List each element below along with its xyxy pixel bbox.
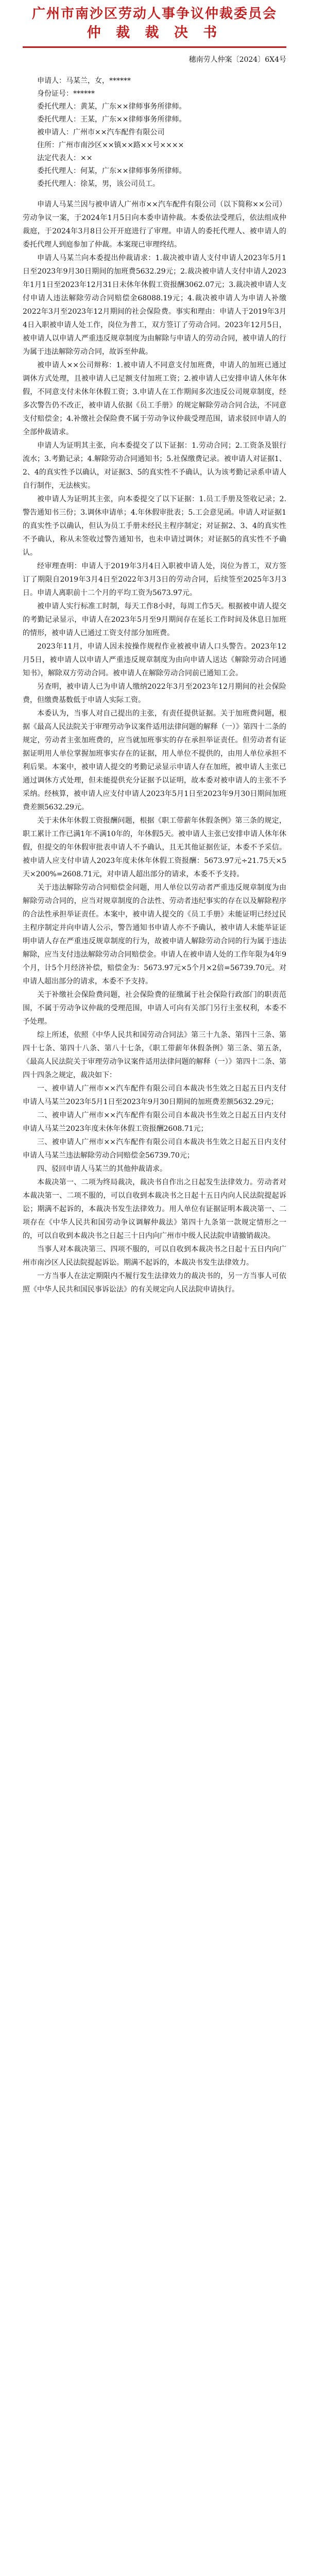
party-line: 身份证号：****** bbox=[37, 90, 95, 98]
applicant-requests: 申请人马某兰向本委提出仲裁请求：1.裁决被申请人支付申请人2023年5月1日至2023年9月30日期间的加班费5632.29元；2.裁决被申请人支付申请人2023年1月1日至2023年12月31日未休年休假工资报酬3062.07元；3.裁决被申请人支付申请人违法解除劳动合同赔偿金68088.19元；4.裁决被申请人为申请人补缴2022年3月至2023年12月期间的社会保险费。事实和理由：申请人于2019年3月4日入职被申请人处工作，岗位为普工，双方签订了劳动合同。2023年12月5日，被申请人以申请人严重违反规章制度为由解除与申请人的劳动合同，被申请人的行为属于违法解除劳动合同，故诉至仲裁。 bbox=[23, 254, 286, 356]
document-type: 仲 裁 裁 决 书 bbox=[87, 25, 222, 41]
analysis-paragraph: 关于补缴社会保险费问题，社会保险费的征缴属于社会保险行政部门的职责范围，不属于劳动争议仲裁的受理范围，申请人可向有关部门另行主张权利，本委不予处理。 bbox=[23, 991, 286, 1026]
finding-paragraph: 另查明，被申请人已为申请人缴纳2022年3月至2023年12月期间的社会保险费，但缴费基数低于申请人实际工资。 bbox=[23, 683, 286, 704]
ruling-item: 三、被申请人广州市××汽车配件有限公司自本裁决书生效之日起五日内支付申请人马某兰违法解除劳动合同赔偿金56739.70元； bbox=[23, 1138, 286, 1160]
respondent-evidence: 被申请人为证明其主张，向本委提交了以下证据：1.员工手册及签收记录；2.警告通知书三份；3.调休申请单；4.年休假审批表；5.工会意见函。申请人对证据1的真实性予以确认，但认为员工手册未经民主程序制定；对证据2、3、4的真实性不予确认，称从未签收过警告通知书，也未申请过调休；对证据5的真实性不予确认。 bbox=[23, 495, 286, 557]
party-line: 委托代理人：黄某，广东××律师事务所律师。 bbox=[37, 103, 186, 111]
analysis-paragraph: 本委认为，当事人对自己提出的主张，有责任提供证据。关于加班费问题，根据《最高人民法院关于审理劳动争议案件适用法律问题的解释（一）》第四十二条的规定，劳动者主张加班费的，应当就加班事实的存在承担举证责任。但劳动者有证据证明用人单位掌握加班事实存在的证据，用人单位不提供的，由用人单位承担不利后果。本案中，被申请人提交的考勤记录显示申请人存在加班，被申请人主张已通过调休方式处理，但未能提供充分证据予以证明，故本委对被申请人的主张不予采纳。经核算，被申请人应支付申请人2023年5月1日至2023年9月30日期间加班费差额5632.29元。 bbox=[23, 709, 286, 811]
party-line: 委托代理人：王某，广东××律师事务所律师。 bbox=[37, 115, 186, 124]
finality-clause: 本裁决第一、二项为终局裁决，裁决书自作出之日起发生法律效力。劳动者对本裁决第一、二项不服的，可以自收到本裁决书之日起十五日内向人民法院提起诉讼；期满不起诉的，本裁决书发生法律效力。用人单位有证据证明本裁决第一、二项存在《中华人民共和国劳动争议调解仲裁法》第四十九条第一款规定情形之一的，可以自收到本裁决书之日起三十日内向广州市中级人民法院申请撤销裁决。 bbox=[23, 1178, 286, 1240]
finding-paragraph: 被申请人实行标准工时制，每天工作8小时，每周工作5天。根据被申请人提交的考勤记录显示，申请人在2023年5月至9月期间存在延长工作时间及休息日加班的情形，被申请人已通过工资支付部分加班费。 bbox=[23, 602, 286, 637]
header-divider bbox=[23, 46, 286, 48]
party-line: 住所：广州市南沙区××镇××路××号×××× bbox=[37, 141, 184, 149]
ruling-item: 一、被申请人广州市××汽车配件有限公司自本裁决书生效之日起五日内支付申请人马某兰2023年5月1日至2023年9月30日期间的加班费差额5632.29元； bbox=[23, 1084, 286, 1106]
party-line: 申请人：马某兰，女，****** bbox=[37, 77, 131, 85]
enforcement-clause: 一方当事人在法定期限内不履行发生法律效力的裁决书的，另一方当事人可依照《中华人民共和国民事诉讼法》的有关规定向人民法院申请执行。 bbox=[23, 1272, 286, 1294]
analysis-paragraph: 关于未休年休假工资报酬问题，根据《职工带薪年休假条例》第三条的规定，职工累计工作已满1年不满10年的，年休假5天。被申请人主张已安排申请人休年休假，但提交的年休假审批表申请人不予确认，且无其他证据佐证，本委不予采信。被申请人应支付申请人2023年度未休年休假工资报酬：5673.97元÷21.75天×5天×200%=2608.71元，对申请人超出部分的请求，本委不予支持。 bbox=[23, 817, 286, 878]
parties-section bbox=[23, 75, 286, 191]
party-line: 法定代表人：×× bbox=[37, 154, 93, 162]
party-line: 被申请人：广州市××汽车配件有限公司 bbox=[37, 128, 165, 137]
case-intro: 申请人马某兰因与被申请人广州市××汽车配件有限公司（以下简称××公司）劳动争议一案，于2024年1月5日向本委申请仲裁。本委依法受理后，依法组成仲裁庭，于2024年3月8日公开开庭进行了审理。申请人的委托代理人、被申请人的委托代理人到庭参加了仲裁。本案现已审理终结。 bbox=[23, 200, 286, 249]
law-basis: 综上所述，依照《中华人民共和国劳动合同法》第三十九条、第四十三条、第四十七条、第四十八条、第八十七条，《职工带薪年休假条例》第三条、第五条，《最高人民法院关于审理劳动争议案件适用法律问题的解释（一）》第四十二条、第四十四条之规定，裁决如下： bbox=[23, 1031, 286, 1079]
respondent-defense: 被申请人××公司辩称：1.被申请人不同意支付加班费，申请人的加班已通过调休方式处理，且被申请人已足额支付加班工资；2.被申请人已安排申请人休年休假，不同意支付未休年休假工资；3.申请人在工作期间多次违反公司规章制度，经多次警告仍不改正，被申请人依据《员工手册》的规定解除劳动合同合法，不同意支付赔偿金；4.补缴社会保险费不属于劳动争议仲裁受理范围，请求驳回申请人的全部仲裁请求。 bbox=[23, 361, 286, 436]
finding-paragraph: 2023年11月，申请人因未按操作规程作业被被申请人口头警告。2023年12月5日，被申请人以申请人严重违反规章制度为由向申请人送达《解除劳动合同通知书》，解除双方劳动合同。被申请人在解除劳动合同前已通知工会。 bbox=[23, 642, 286, 677]
analysis-paragraph: 关于违法解除劳动合同赔偿金问题，用人单位以劳动者严重违反规章制度为由解除劳动合同的，应当对规章制度的合法性、劳动者违纪事实的存在以及解除程序的合法性承担举证责任。本案中，被申请人提交的《员工手册》未能证明已经过民主程序制定并向申请人公示，警告通知书申请人亦不予确认，被申请人未能举证证明申请人存在严重违反规章制度的行为，故被申请人解除劳动合同的行为属于违法解除，应当支付违法解除劳动合同赔偿金。申请人在被申请人处的工作年限为4年9个月，计5个月经济补偿，赔偿金为：5673.97元×5个月×2倍=56739.70元。对申请人超出部分的请求，本委不予支持。 bbox=[23, 884, 286, 986]
case-number: 穗南劳人仲案〔2024〕6Ⅹ4号 bbox=[188, 56, 286, 64]
party-line: 委托代理人：徐某，男，该公司员工。 bbox=[37, 180, 160, 188]
ruling-item: 四、驳回申请人马某兰的其他仲裁请求。 bbox=[37, 1165, 167, 1173]
appeal-clause: 当事人对本裁决第三、四项不服的，可以自收到本裁决书之日起十五日内向广州市南沙区人民法院提起诉讼。期满不起诉的，本裁决书发生法律效力。 bbox=[23, 1245, 286, 1267]
finding-paragraph: 经审理查明：申请人于2019年3月4日入职被申请人处，岗位为普工，双方签订了期限自2019年3月4日至2022年3月3日的劳动合同，后续签至2025年3月3日。申请人离职前十二个月的平均工资为5673.97元。 bbox=[23, 562, 286, 597]
issuing-authority: 广州市南沙区劳动人事争议仲裁委员会 bbox=[31, 6, 277, 22]
applicant-evidence: 申请人为证明其主张，向本委提交了以下证据：1.劳动合同；2.工资条及银行流水；3.考勤记录；4.解除劳动合同通知书；5.社保缴费记录。被申请人对证据1、2、4的真实性予以确认，对证据3、5的真实性不予确认，认为该考勤记录系申请人自行制作，无法核实。 bbox=[23, 442, 286, 490]
ruling-item: 二、被申请人广州市××汽车配件有限公司自本裁决书生效之日起五日内支付申请人马某兰2023年度未休年休假工资报酬2608.71元； bbox=[23, 1111, 286, 1133]
party-line: 委托代理人：何某，广东××律师事务所律师。 bbox=[37, 167, 186, 175]
